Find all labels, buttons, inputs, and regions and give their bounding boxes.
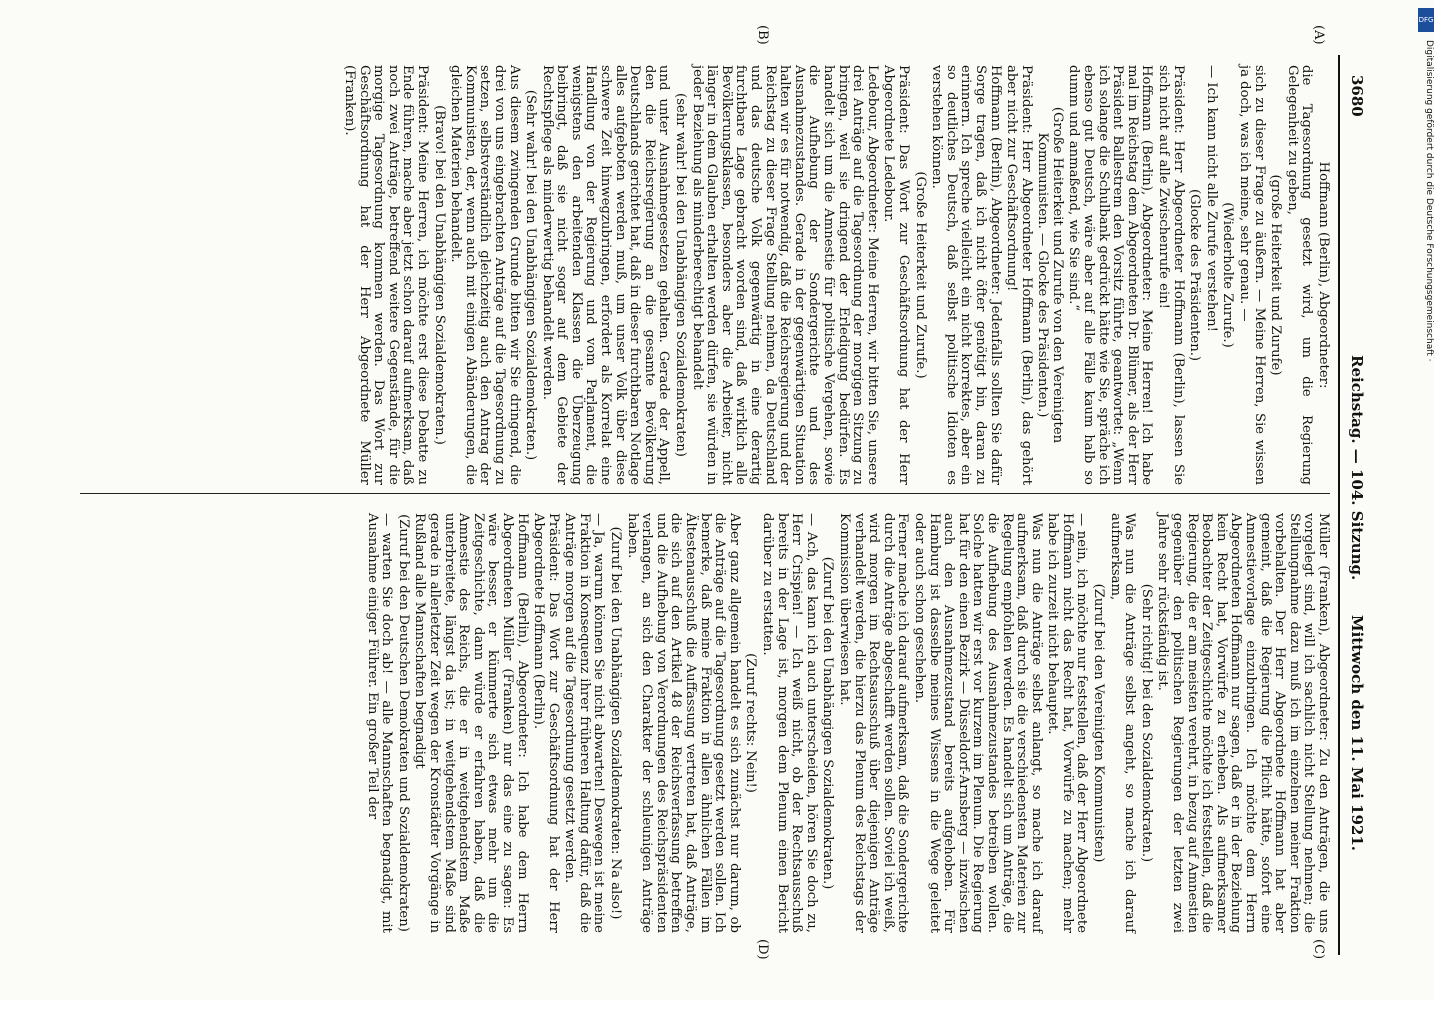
text-paragraph: (Glocke des Präsidenten.) bbox=[1187, 188, 1203, 362]
text-paragraph: — warten Sie doch ab! — alle Mannschaften begnadigt, mit Ausnahme einiger Führer. Ein großer Teil der bbox=[364, 513, 395, 933]
text-paragraph: Präsident: Meine Herren, ich möchte erst diese Debatte zu Ende führen, mache aber jetzt schon darauf aufmerksam, daß noch zwei Anträge, betreffend weitere Gegenstände, für die morgige Tagesordnung kommen werden. Das Wort zur Geschäftsordnung hat der Herr Abgeordnete Müller (Franken). bbox=[342, 65, 430, 485]
text-paragraph: — Ich kann nicht alle Zurufe verstehen! bbox=[1203, 65, 1219, 332]
text-paragraph: (Große Heiterkeit und Zurufe.) bbox=[912, 171, 928, 379]
side-caption: Digitalisierung gefördert durch die Deutsche Forschungsgemeinschaft · bbox=[1424, 40, 1434, 362]
margin-mark-b: (B) bbox=[755, 25, 770, 45]
text-paragraph: — Ach, das kann ich auch unterscheiden, hören Sie doch zu, Herr Crispien! — Ich weiß nicht, ob der Rechtsausschuß bereits in der Lage ist, morgen dem Plenum einen Bericht darüber zu erstatten. bbox=[760, 513, 819, 933]
text-paragraph: sich zu dieser Frage zu äußern. — Meine Herren, Sie wissen ja doch, was ich meine, sehr genau. — bbox=[1237, 65, 1267, 485]
text-paragraph: (Bravo! bei den Unabhängigen Sozialdemokraten.) bbox=[431, 105, 447, 445]
text-paragraph: — Ja, warum können Sie nicht abwarten! Deswegen ist meine Fraktion in Konsequenz ihrer früheren Haltung dafür, daß die Anträge morgen auf die Tagesordnung gesetzt werden. bbox=[562, 513, 607, 933]
text-paragraph: Hoffmann (Berlin), Abgeordneter: bbox=[1316, 161, 1331, 389]
text-paragraph: Hoffmann (Berlin), Abgeordneter: Jedenfalls sollten Sie dafür Sorge tragen, daß ich nicht öfter genötigt bin, daran zu erinnern. Ich spreche vielleicht ein nicht korrektes, aber ein so deutliches Deutsch, daß selbst politische Idioten es verstehen können. bbox=[929, 65, 1003, 485]
margin-mark-d: (D) bbox=[755, 939, 770, 960]
text-paragraph: Präsident: Das Wort zur Geschäftsordnung hat der Herr Abgeordnete Hoffmann (Berlin). bbox=[531, 513, 561, 933]
text-paragraph: (Sehr wahr! bei den Unabhängigen Sozialdemokraten.) bbox=[523, 89, 539, 461]
text-paragraph: Hoffmann (Berlin), Abgeordneter: Ich habe dem Herrn Abgeordneten Müller (Franken) nur das eine zu sagen: Es wäre besser, er kümmerte sich etwas mehr um die Zeitgeschichte, dann würde er erfahren haben, daß die Amnestie des Reichs, die er in weitgehendstem Maße unterbreitete, längst da ist; in weitgehendstem Maße sind gerade in allerletzter Zeit wegen der Kronstädter Vorgänge in Rußland alle Mannschaften begnadigt bbox=[412, 513, 530, 933]
text-paragraph: Präsident: Herr Abgeordneter Hoffmann (Berlin), das gehört aber nicht zur Geschäftsordnung! bbox=[1004, 65, 1034, 485]
text-paragraph: die Tagesordnung gesetzt wird, um die Regierung Gelegenheit zu geben, bbox=[1284, 65, 1315, 485]
page-header bbox=[1342, 55, 1370, 955]
text-paragraph: (Große Heiterkeit und Zurufe von den Vereinigten Kommunisten. — Glocke des Präsidenten.) bbox=[1035, 106, 1065, 444]
page-number: 3680 bbox=[1348, 75, 1366, 117]
margin-mark-a: (A) bbox=[1311, 25, 1326, 45]
text-paragraph: Präsident: Herr Abgeordneter Hoffmann (Berlin), lassen Sie sich nicht auf alle Zwischenrufe ein! bbox=[1156, 65, 1186, 485]
text-paragraph: (Sehr richtig! bei den Sozialdemokraten.) bbox=[1138, 583, 1154, 863]
text-paragraph: Hoffmann (Berlin), Abgeordneter: Meine Herren! Ich habe mal im Reichstag dem Abgeordneten Dr. Blümer, als der Herr Präsident Ballestrem den Vorsitz führte, geantwortet: „Wenn ich solange die Schulbank gedrückt hätte wie Sie, spräche ich ebenso gut Deutsch, wäre aber auf alle Fälle kaum halb so dumm und anmaßend, wie Sie sind.“ bbox=[1066, 65, 1155, 485]
left-column bbox=[339, 65, 1330, 485]
text-paragraph: (große Heiterkeit und Zurufe) bbox=[1268, 174, 1284, 376]
text-paragraph: (Zuruf rechts: Nein!) bbox=[743, 653, 759, 793]
text-paragraph: Ledebour, Abgeordneter: Meine Herren, wir bitten Sie, unsere drei Anträge auf die Tagesordnung der morgigen Sitzung zu bringen, weil sie dringend der Erledigung bedürfen. Es handelt sich um die Amnestie für politische Vergehen, sowie die Aufhebung der Sondergerichte und des Ausnahmezustandes. Gerade in der gegenwärtigen Situation halten wir es für notwendig, daß die Reichsregierung und der Reichstag zu dieser Frage Stellung nehmen, da Deutschland und das deutsche Volk gegenwärtig in eine derartig furchtbare Lage gebracht worden sind, daß wirklich alle Bevölkerungsklassen, besonders aber die Arbeiter, nicht länger in dem Glauben erhalten werden dürfen, sie würden in jeder Beziehung als minderberechtigt behandelt bbox=[689, 65, 880, 485]
column-divider bbox=[80, 493, 1330, 494]
right-column bbox=[362, 513, 1330, 933]
text-paragraph: (Zuruf bei den Unabhängigen Sozialdemokraten.) bbox=[820, 556, 836, 890]
text-paragraph: Was nun die Anträge selbst angeht, so mache ich darauf aufmerksam, bbox=[1107, 513, 1138, 933]
text-paragraph: Aber ganz allgemein handelt es sich zunächst nur darum, ob die Anträge auf die Tagesordnung gesetzt werden sollen. Ich bemerke, daß meine Fraktion in allen ähnlichen Fällen im Ältestenausschuß die Auffassung vertreten hat, daß Anträge, die sich auf den Artikel 48 der Reichsverfassung betreffen und die Aufhebung von Verordnungen des Reichspräsidenten verlangen, an sich den Charakter der schleunigen Anträge haben. bbox=[624, 513, 742, 933]
text-paragraph: (Zuruf bei den Vereinigten Kommunisten) bbox=[1091, 583, 1107, 863]
text-paragraph: Präsident: Das Wort zur Geschäftsordnung hat der Herr Abgeordnete Ledebour. bbox=[881, 65, 911, 485]
header-rule bbox=[1338, 55, 1340, 955]
text-paragraph: — nein, ich möchte nur feststellen, daß der Herr Abgeordnete Hoffmann nicht das Recht hat, Vorwürfe zu machen; mehr habe ich zurzeit nicht behauptet. bbox=[1045, 513, 1090, 933]
margin-mark-c: (C) bbox=[1311, 939, 1326, 960]
header-title: Reichstag. — 104. Sitzung. bbox=[1348, 355, 1366, 581]
text-paragraph: Aus diesem zwingenden Grunde bitten wir Sie dringend, die drei von uns eingebrachten Anträge auf die Tagesordnung zu setzen, selbstverständlich gleichzeitig auch den Antrag der Kommunisten, der, wenn auch mit einigen Abänderungen, die gleichen Materien behandelt. bbox=[448, 65, 522, 485]
text-paragraph: (Zuruf bei den Deutschen Demokraten und Sozialdemokraten) bbox=[395, 514, 411, 932]
text-paragraph: (sehr wahr! bei den Unabhängigen Sozialdemokraten) bbox=[673, 93, 689, 457]
text-paragraph: und unter Ausnahmegesetzen gehalten. Gerade der Appell, den die Reichsregierung an die gesamte Bevölkerung Deutschlands gerichtet hat, daß in dieser furchtbaren Notlage alles aufgeboten werden muß, um unser Volk über diese schwere Zeit hinwegzubringen, erfordert als Korrelat eine Handlung von der Regierung und vom Parlament, die wenigstens den arbeitenden Klassen die Überzeugung beibringt, daß sie nicht sogar auf dem Gebiete der Rechtspflege als minderwertig behandelt werden. bbox=[539, 65, 672, 485]
rotated-page-content bbox=[40, 25, 1370, 960]
header-date: Mittwoch den 11. Mai 1921. bbox=[1348, 615, 1366, 852]
text-paragraph: Was nun die Anträge selbst anlangt, so mache ich darauf aufmerksam, daß durch sie die verschiedensten Materien zur Regelung empfohlen werden. Es handelt sich um Anträge, die die Aufhebung des Ausnahmezustandes betreiben wollen. Solche hatten wir erst vor kurzem im Plenum. Die Regierung hat für den einen Bezirk — Düsseldorf-Arnsberg — inzwischen auch den Ausnahmezustand bereits aufgehoben. Für Hamburg ist dasselbe meines Wissens in die Wege geleitet oder auch schon geschehen. bbox=[911, 513, 1044, 933]
text-paragraph: Müller (Franken), Abgeordneter: Zu den Anträgen, die uns vorgelegt sind, will ich sachlich nicht Stellung nehmen; die Stellungnahme dazu muß ich im einzelnen meiner Fraktion vorbehalten. Der Herr Abgeordnete Hoffmann hat aber gemeint, daß die Regierung die Pflicht hätte, sofort eine Amnestievorlage einzubringen. Ich möchte dem Herrn Abgeordneten Hoffmann nur sagen, daß er in der Beziehung kein Recht hat, Vorwürfe zu erheben. Als aufmerksamer Beobachter der Zeitgeschichte möchte ich feststellen, daß die Regierung, die er am meisten verehrt, in bezug auf Amnestien gegenüber den politischen Regierungen der letzten zwei Jahre sehr rückständig ist. bbox=[1155, 513, 1331, 933]
text-paragraph: (Zuruf bei den Unabhängigen Sozialdemokraten: Na also!) bbox=[608, 526, 624, 920]
text-paragraph: Ferner mache ich darauf aufmerksam, daß die Sondergerichte durch die Anträge abgeschafft werden sollen. Soviel ich weiß, wird morgen im Rechtsausschuß über diejenigen Anträge verhandelt werden, die hierzu das Plenum des Reichstags der Kommission überwiesen hat. bbox=[837, 513, 911, 933]
dfg-logo: DFG bbox=[1418, 8, 1434, 32]
text-paragraph: (Wiederholte Zurufe.) bbox=[1220, 202, 1236, 348]
